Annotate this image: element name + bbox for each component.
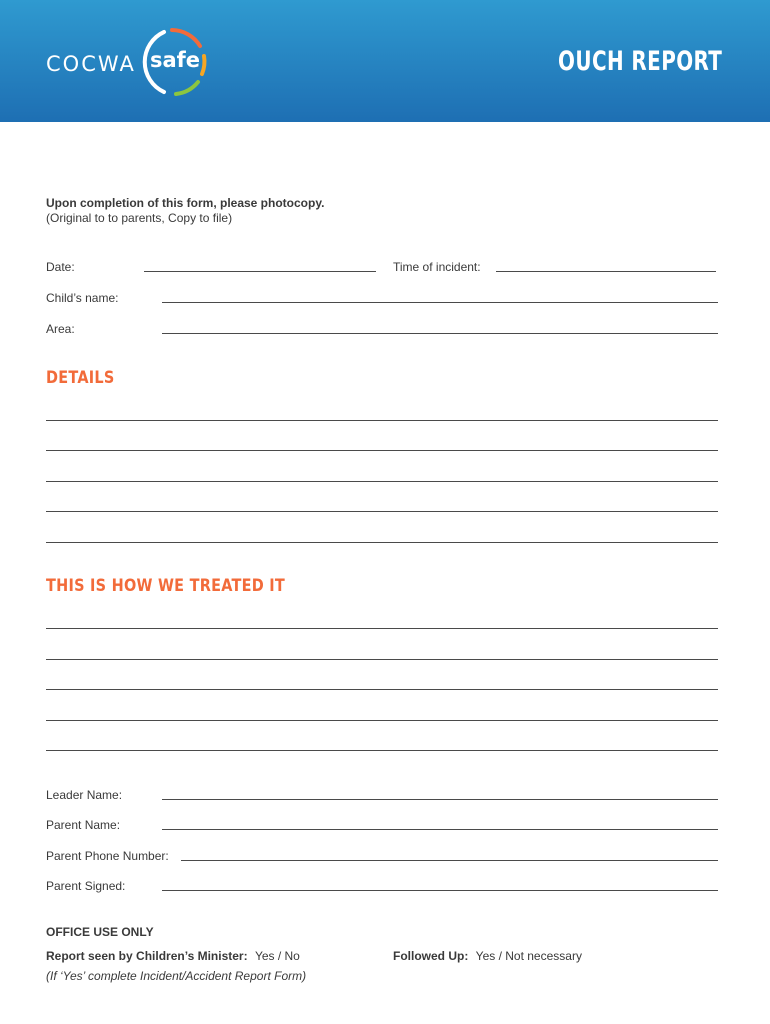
treatment-line[interactable]: [46, 750, 718, 751]
date-field[interactable]: [144, 271, 376, 272]
minister-review-label: Report seen by Children’s Minister:: [46, 949, 248, 963]
details-line[interactable]: [46, 450, 718, 451]
brand-name: COCWA: [46, 52, 136, 76]
time-label: Time of incident:: [393, 260, 481, 274]
parent-signed-field[interactable]: [162, 890, 718, 891]
intro-instruction: Upon completion of this form, please photocopy.: [46, 196, 325, 210]
safe-logo-icon: [136, 26, 214, 98]
minister-review-row: [46, 949, 300, 963]
time-field[interactable]: [496, 271, 716, 272]
treatment-line[interactable]: [46, 689, 718, 690]
treatment-line[interactable]: [46, 720, 718, 721]
child-name-label: Child’s name:: [46, 291, 119, 305]
minister-review-note: (If ‘Yes’ complete Incident/Accident Report Form): [46, 969, 307, 983]
header-banner: [0, 0, 770, 122]
leader-name-field[interactable]: [162, 799, 718, 800]
details-line[interactable]: [46, 542, 718, 543]
logo-word: safe: [149, 48, 201, 72]
details-line[interactable]: [46, 420, 718, 421]
intro-note: (Original to to parents, Copy to file): [46, 211, 233, 225]
followed-up-row: [393, 949, 582, 963]
date-label: Date:: [46, 260, 75, 274]
office-use-heading: OFFICE USE ONLY: [46, 925, 154, 939]
parent-signed-label: Parent Signed:: [46, 879, 126, 893]
parent-name-label: Parent Name:: [46, 818, 121, 832]
parent-phone-field[interactable]: [181, 860, 718, 861]
child-name-field[interactable]: [162, 302, 718, 303]
area-field[interactable]: [162, 333, 718, 334]
leader-name-label: Leader Name:: [46, 788, 123, 802]
followed-up-options[interactable]: Yes / Not necessary: [475, 949, 582, 963]
treatment-line[interactable]: [46, 659, 718, 660]
minister-review-options[interactable]: Yes / No: [254, 949, 300, 963]
treatment-line[interactable]: [46, 628, 718, 629]
area-label: Area:: [46, 322, 75, 336]
details-heading: DETAILS: [46, 368, 115, 388]
treatment-heading: THIS IS HOW WE TREATED IT: [46, 576, 286, 596]
parent-name-field[interactable]: [162, 829, 718, 830]
details-line[interactable]: [46, 481, 718, 482]
details-line[interactable]: [46, 511, 718, 512]
parent-phone-label: Parent Phone Number:: [46, 849, 169, 863]
followed-up-label: Followed Up:: [393, 949, 469, 963]
report-title: OUCH REPORT: [557, 46, 722, 77]
